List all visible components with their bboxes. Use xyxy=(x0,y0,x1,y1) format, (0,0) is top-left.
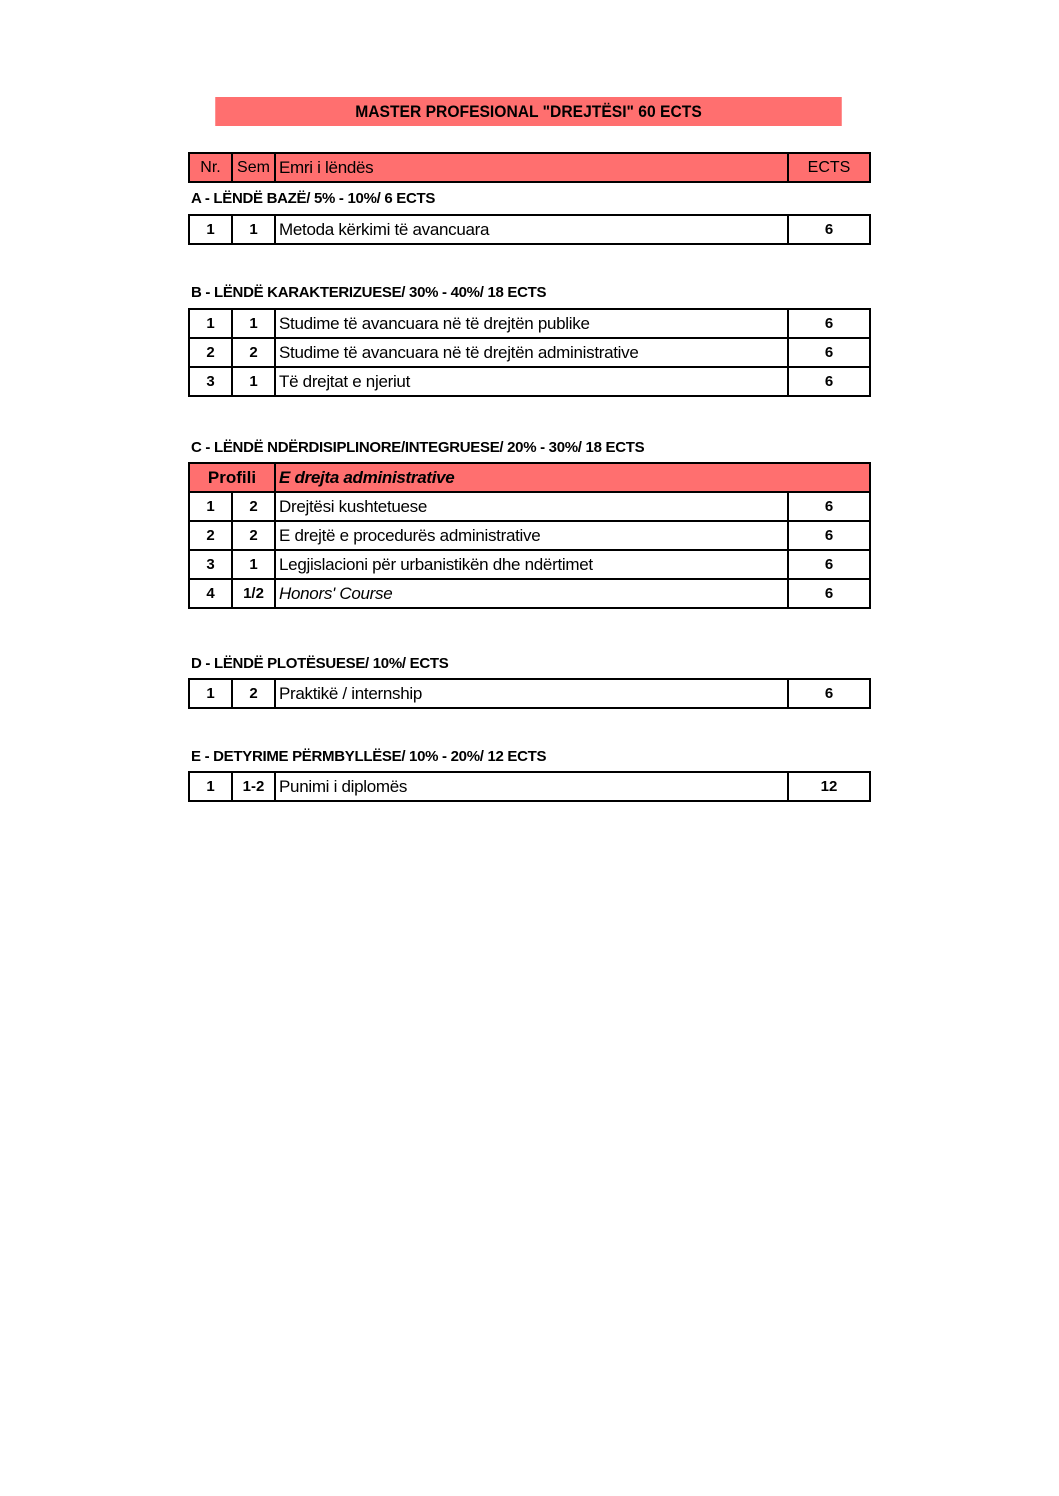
cell-course-name: Legjislacioni për urbanistikën dhe ndërtimet xyxy=(275,550,788,579)
table-row xyxy=(189,367,870,396)
cell-course-name: Të drejtat e njeriut xyxy=(275,367,788,396)
cell-ects: 6 xyxy=(788,338,870,367)
table-row xyxy=(189,215,870,244)
cell-nr: 2 xyxy=(189,521,232,550)
cell-sem: 1 xyxy=(232,309,275,338)
table-row xyxy=(189,309,870,338)
cell-ects: 6 xyxy=(788,579,870,608)
cell-sem: 2 xyxy=(232,338,275,367)
cell-nr: 1 xyxy=(189,215,232,244)
cell-course-name: Honors' Course xyxy=(275,579,788,608)
profile-name: E drejta administrative xyxy=(275,463,870,492)
cell-course-name: Drejtësi kushtetuese xyxy=(275,492,788,521)
section-d-table xyxy=(188,678,871,709)
cell-ects: 6 xyxy=(788,309,870,338)
table-row xyxy=(189,492,870,521)
column-header-table xyxy=(188,152,871,183)
cell-course-name: Studime të avancuara në të drejtën publike xyxy=(275,309,788,338)
cell-ects: 6 xyxy=(788,679,870,708)
cell-sem: 1-2 xyxy=(232,772,275,801)
cell-sem: 1 xyxy=(232,550,275,579)
cell-nr: 1 xyxy=(189,772,232,801)
table-row xyxy=(189,772,870,801)
cell-sem: 2 xyxy=(232,679,275,708)
cell-course-name: Praktikë / internship xyxy=(275,679,788,708)
section-c-table xyxy=(188,462,871,609)
profile-label: Profili xyxy=(189,463,275,492)
profile-header-row xyxy=(189,463,870,492)
cell-ects: 6 xyxy=(788,550,870,579)
cell-ects: 12 xyxy=(788,772,870,801)
column-header-row xyxy=(189,153,870,182)
cell-ects: 6 xyxy=(788,492,870,521)
table-row xyxy=(189,521,870,550)
cell-nr: 2 xyxy=(189,338,232,367)
cell-sem: 2 xyxy=(232,492,275,521)
table-row xyxy=(189,338,870,367)
cell-ects: 6 xyxy=(788,367,870,396)
header-sem: Sem xyxy=(232,153,275,182)
cell-nr: 3 xyxy=(189,550,232,579)
table-row xyxy=(189,679,870,708)
cell-nr: 1 xyxy=(189,492,232,521)
cell-nr: 4 xyxy=(189,579,232,608)
header-nr: Nr. xyxy=(189,153,232,182)
cell-sem: 1 xyxy=(232,367,275,396)
cell-course-name: Metoda kërkimi të avancuara xyxy=(275,215,788,244)
section-a-table xyxy=(188,214,871,245)
section-a-heading: A - LËNDË BAZË/ 5% - 10%/ 6 ECTS xyxy=(191,190,436,207)
table-row xyxy=(189,579,870,608)
page-title: MASTER PROFESIONAL "DREJTËSI" 60 ECTS xyxy=(215,97,842,126)
section-d-heading: D - LËNDË PLOTËSUESE/ 10%/ ECTS xyxy=(191,655,449,672)
cell-course-name: Punimi i diplomës xyxy=(275,772,788,801)
cell-nr: 3 xyxy=(189,367,232,396)
cell-sem: 2 xyxy=(232,521,275,550)
cell-course-name: E drejtë e procedurës administrative xyxy=(275,521,788,550)
section-b-table xyxy=(188,308,871,397)
header-name: Emri i lëndës xyxy=(275,153,788,182)
cell-ects: 6 xyxy=(788,215,870,244)
cell-ects: 6 xyxy=(788,521,870,550)
cell-nr: 1 xyxy=(189,309,232,338)
header-ects: ECTS xyxy=(788,153,870,182)
cell-sem: 1 xyxy=(232,215,275,244)
table-row xyxy=(189,550,870,579)
section-e-heading: E - DETYRIME PËRMBYLLËSE/ 10% - 20%/ 12 ECTS xyxy=(191,748,547,765)
cell-course-name: Studime të avancuara në të drejtën administrative xyxy=(275,338,788,367)
section-e-table xyxy=(188,771,871,802)
cell-sem: 1/2 xyxy=(232,579,275,608)
section-b-heading: B - LËNDË KARAKTERIZUESE/ 30% - 40%/ 18 ECTS xyxy=(191,284,547,301)
section-c-heading: C - LËNDË NDËRDISIPLINORE/INTEGRUESE/ 20% - 30%/ 18 ECTS xyxy=(191,439,645,456)
cell-nr: 1 xyxy=(189,679,232,708)
